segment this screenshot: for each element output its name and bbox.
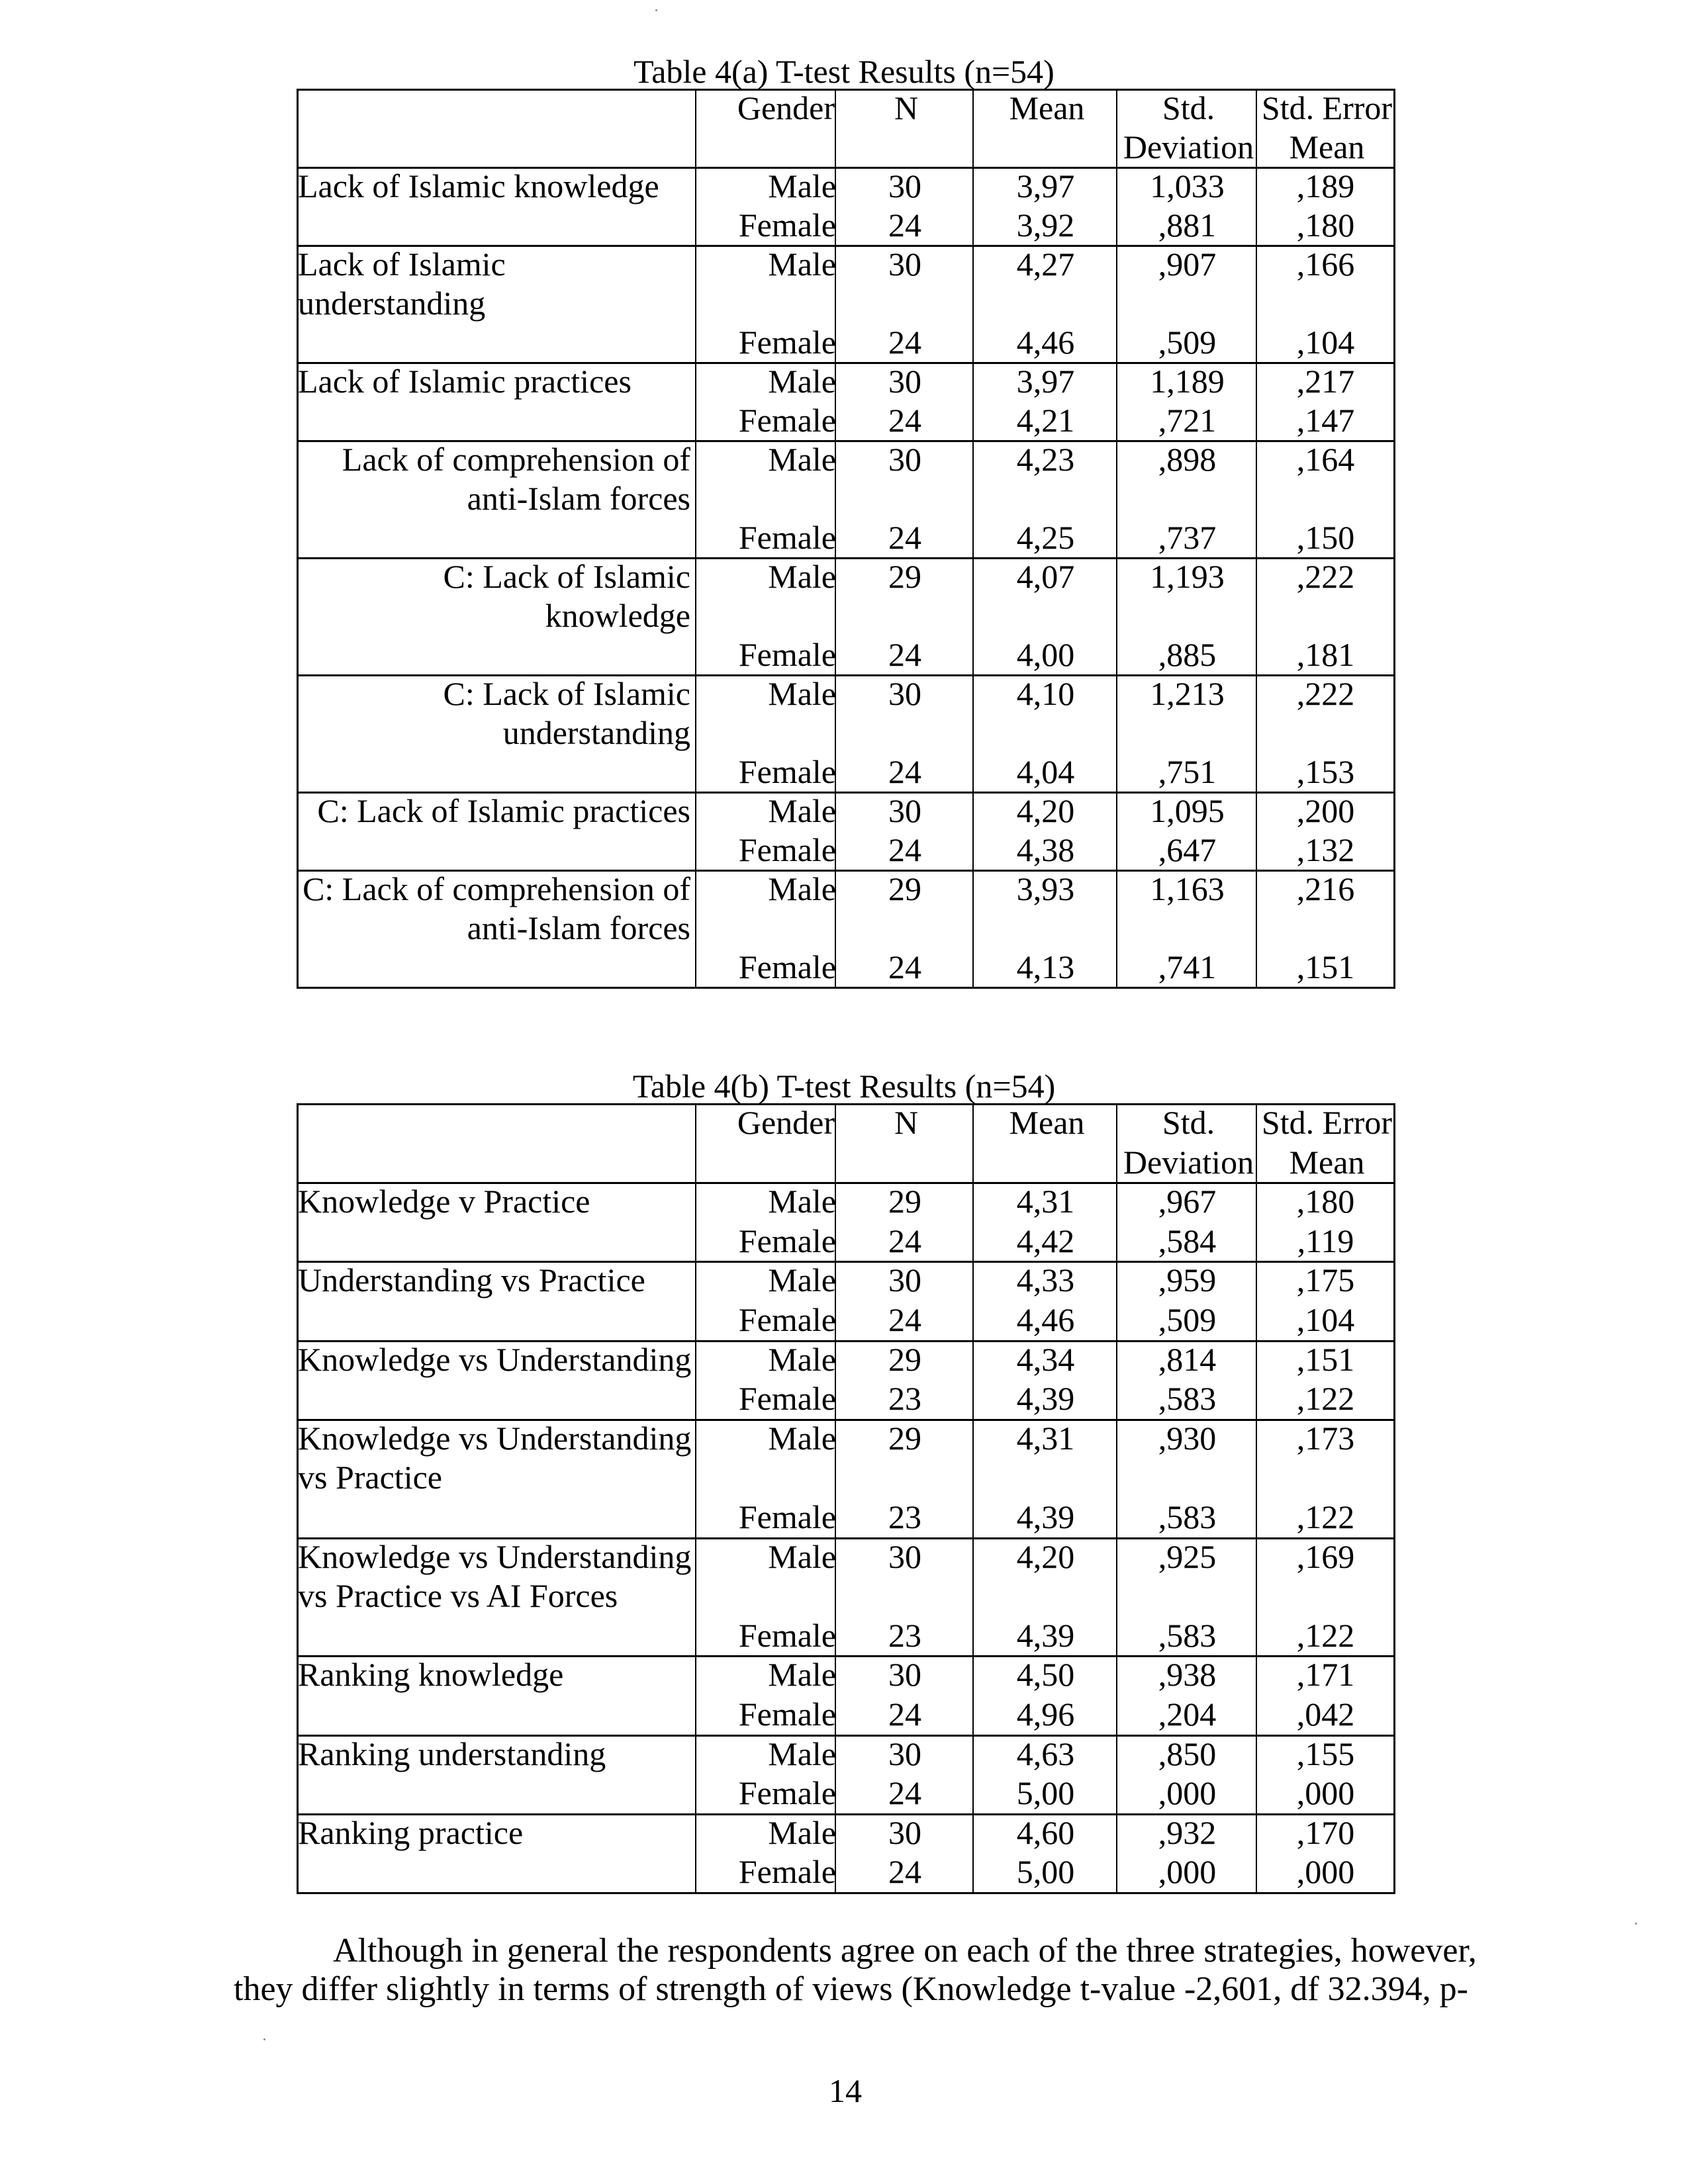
row-label: Lack of Islamic knowledge — [298, 167, 659, 205]
table-4b — [297, 1103, 1395, 1894]
paragraph-line-1: Although in general the respondents agree on each of the three strategies, however, — [333, 1932, 1477, 1970]
std-dev-cell: ,881 — [1158, 206, 1217, 244]
mean-cell: 3,97 — [1016, 167, 1075, 205]
gender-cell: Female — [738, 324, 836, 361]
mean-cell: 4,13 — [1016, 948, 1075, 985]
n-cell: 30 — [888, 441, 921, 478]
std-error-cell: ,000 — [1296, 1853, 1355, 1891]
column-divider — [1256, 91, 1257, 987]
std-dev-cell: ,509 — [1158, 324, 1217, 361]
row-label: knowledge — [545, 597, 690, 634]
std-error-cell: ,171 — [1296, 1656, 1355, 1694]
std-error-cell: ,216 — [1296, 870, 1355, 907]
gender-cell: Female — [738, 1774, 836, 1812]
std-dev-cell: 1,033 — [1150, 167, 1225, 205]
column-header: N — [894, 1104, 919, 1141]
std-error-cell: ,166 — [1296, 246, 1355, 283]
n-cell: 30 — [888, 1813, 921, 1851]
gender-cell: Female — [738, 636, 836, 673]
n-cell: 24 — [888, 1696, 921, 1733]
gender-cell: Male — [768, 792, 836, 829]
row-label: Ranking understanding — [298, 1735, 606, 1772]
mean-cell: 4,39 — [1016, 1380, 1075, 1418]
n-cell: 29 — [888, 870, 921, 907]
mean-cell: 4,33 — [1016, 1261, 1075, 1299]
mean-cell: 4,20 — [1016, 792, 1075, 829]
std-dev-cell: ,938 — [1158, 1656, 1217, 1694]
mean-cell: 4,42 — [1016, 1222, 1075, 1259]
std-dev-cell: ,850 — [1158, 1735, 1217, 1772]
std-dev-cell: ,885 — [1158, 636, 1217, 673]
std-error-cell: ,222 — [1296, 558, 1355, 595]
gender-cell: Male — [768, 1183, 836, 1220]
n-cell: 30 — [888, 792, 921, 829]
std-error-cell: ,042 — [1296, 1696, 1355, 1733]
n-cell: 24 — [888, 1301, 921, 1338]
column-header: Std. Error — [1261, 89, 1393, 126]
std-dev-cell: ,751 — [1158, 753, 1217, 790]
gender-cell: Female — [738, 402, 836, 439]
n-cell: 24 — [888, 1222, 921, 1259]
n-cell: 30 — [888, 675, 921, 712]
std-error-cell: ,122 — [1296, 1380, 1355, 1418]
mean-cell: 4,39 — [1016, 1616, 1075, 1654]
row-label: anti-Islam forces — [467, 480, 690, 517]
column-header: Std. Error — [1261, 1104, 1393, 1141]
gender-cell: Male — [768, 1735, 836, 1772]
std-error-cell: ,200 — [1296, 792, 1355, 829]
std-error-cell: ,147 — [1296, 402, 1355, 439]
row-label: vs Practice — [298, 1459, 442, 1496]
n-cell: 24 — [888, 831, 921, 868]
column-header: Mean — [1289, 128, 1365, 165]
gender-cell: Male — [768, 1261, 836, 1299]
mean-cell: 5,00 — [1016, 1774, 1075, 1812]
column-divider — [1256, 1105, 1257, 1892]
n-cell: 29 — [888, 1419, 921, 1457]
mean-cell: 4,38 — [1016, 831, 1075, 868]
gender-cell: Male — [768, 246, 836, 283]
gender-cell: Female — [738, 1696, 836, 1733]
row-label: C: Lack of Islamic practices — [317, 792, 690, 829]
mean-cell: 4,34 — [1016, 1340, 1075, 1378]
scan-speck — [263, 2038, 265, 2040]
std-error-cell: ,104 — [1296, 324, 1355, 361]
std-error-cell: ,222 — [1296, 675, 1355, 712]
std-dev-cell: ,814 — [1158, 1340, 1217, 1378]
gender-cell: Male — [768, 167, 836, 205]
n-cell: 23 — [888, 1616, 921, 1654]
gender-cell: Male — [768, 870, 836, 907]
std-dev-cell: ,737 — [1158, 519, 1217, 556]
std-error-cell: ,150 — [1296, 519, 1355, 556]
n-cell: 24 — [888, 1774, 921, 1812]
gender-cell: Male — [768, 1813, 836, 1851]
std-error-cell: ,119 — [1297, 1222, 1354, 1259]
mean-cell: 4,00 — [1016, 636, 1075, 673]
std-dev-cell: ,741 — [1158, 948, 1217, 985]
table-4a — [297, 89, 1395, 989]
std-error-cell: ,189 — [1296, 167, 1355, 205]
n-cell: 30 — [888, 246, 921, 283]
n-cell: 23 — [888, 1380, 921, 1418]
mean-cell: 4,04 — [1016, 753, 1075, 790]
column-header: Gender — [737, 89, 835, 126]
std-dev-cell: ,204 — [1158, 1696, 1217, 1733]
n-cell: 29 — [888, 1183, 921, 1220]
row-label: C: Lack of Islamic — [443, 675, 690, 712]
gender-cell: Female — [738, 753, 836, 790]
gender-cell: Male — [768, 675, 836, 712]
mean-cell: 4,46 — [1016, 324, 1075, 361]
mean-cell: 4,10 — [1016, 675, 1075, 712]
mean-cell: 4,27 — [1016, 246, 1075, 283]
n-cell: 30 — [888, 167, 921, 205]
row-label: Understanding vs Practice — [298, 1261, 645, 1299]
mean-cell: 4,39 — [1016, 1498, 1075, 1535]
row-label: Lack of Islamic practices — [298, 363, 632, 400]
gender-cell: Male — [768, 1419, 836, 1457]
mean-cell: 4,23 — [1016, 441, 1075, 478]
column-divider — [695, 91, 696, 987]
mean-cell: 3,93 — [1016, 870, 1075, 907]
n-cell: 23 — [888, 1498, 921, 1535]
std-dev-cell: ,925 — [1158, 1537, 1217, 1575]
std-dev-cell: 1,213 — [1150, 675, 1225, 712]
std-dev-cell: ,721 — [1158, 402, 1217, 439]
column-divider — [1116, 1105, 1117, 1892]
std-dev-cell: ,932 — [1158, 1813, 1217, 1851]
mean-cell: 3,97 — [1016, 363, 1075, 400]
row-label: Lack of Islamic — [298, 246, 506, 283]
std-error-cell: ,164 — [1296, 441, 1355, 478]
gender-cell: Male — [768, 441, 836, 478]
gender-cell: Female — [738, 1301, 836, 1338]
std-error-cell: ,122 — [1296, 1498, 1355, 1535]
std-dev-cell: ,509 — [1158, 1301, 1217, 1338]
row-label: Ranking knowledge — [298, 1656, 564, 1694]
std-error-cell: ,151 — [1296, 948, 1355, 985]
mean-cell: 4,21 — [1016, 402, 1075, 439]
gender-cell: Female — [738, 831, 836, 868]
mean-cell: 4,50 — [1016, 1656, 1075, 1694]
n-cell: 29 — [888, 1340, 921, 1378]
row-label: anti-Islam forces — [467, 909, 690, 946]
std-error-cell: ,153 — [1296, 753, 1355, 790]
std-dev-cell: ,930 — [1158, 1419, 1217, 1457]
page-number: 14 — [829, 2072, 862, 2109]
gender-cell: Female — [738, 519, 836, 556]
mean-cell: 4,63 — [1016, 1735, 1075, 1772]
std-dev-cell: ,583 — [1158, 1616, 1217, 1654]
gender-cell: Male — [768, 1537, 836, 1575]
std-error-cell: ,180 — [1296, 206, 1355, 244]
n-cell: 24 — [888, 753, 921, 790]
column-header: Std. — [1162, 1104, 1215, 1141]
std-error-cell: ,122 — [1296, 1616, 1355, 1654]
column-header: Std. — [1162, 89, 1215, 126]
gender-cell: Male — [768, 1656, 836, 1694]
mean-cell: 4,96 — [1016, 1696, 1075, 1733]
std-dev-cell: ,647 — [1158, 831, 1217, 868]
column-header: Mean — [1289, 1143, 1365, 1181]
gender-cell: Female — [738, 206, 836, 244]
std-dev-cell: ,000 — [1158, 1853, 1217, 1891]
std-dev-cell: 1,193 — [1150, 558, 1225, 595]
column-header: Gender — [737, 1104, 835, 1141]
row-label: understanding — [502, 714, 690, 751]
n-cell: 24 — [888, 206, 921, 244]
mean-cell: 4,20 — [1016, 1537, 1075, 1575]
n-cell: 24 — [888, 519, 921, 556]
n-cell: 30 — [888, 1735, 921, 1772]
row-label: Knowledge v Practice — [298, 1183, 590, 1220]
row-label: Ranking practice — [298, 1813, 524, 1851]
n-cell: 24 — [888, 948, 921, 985]
paragraph-line-2: they differ slightly in terms of strength of views (Knowledge t-value -2,601, df 32.394, p- — [234, 1970, 1468, 2008]
std-error-cell: ,132 — [1296, 831, 1355, 868]
std-dev-cell: ,584 — [1158, 1222, 1217, 1259]
std-dev-cell: 1,189 — [1150, 363, 1225, 400]
table-4a-title: Table 4(a) T-test Results (n=54) — [633, 53, 1055, 90]
std-error-cell: ,170 — [1296, 1813, 1355, 1851]
gender-cell: Female — [738, 1222, 836, 1259]
mean-cell: 4,60 — [1016, 1813, 1075, 1851]
row-label: Knowledge vs Understanding — [298, 1340, 692, 1378]
n-cell: 30 — [888, 1261, 921, 1299]
std-dev-cell: ,959 — [1158, 1261, 1217, 1299]
column-divider — [695, 1105, 696, 1892]
std-dev-cell: 1,163 — [1150, 870, 1225, 907]
gender-cell: Female — [738, 1853, 836, 1891]
row-label: C: Lack of Islamic — [443, 558, 690, 595]
std-error-cell: ,175 — [1296, 1261, 1355, 1299]
n-cell: 30 — [888, 363, 921, 400]
row-label: C: Lack of comprehension of — [303, 870, 690, 907]
table-4b-title: Table 4(b) T-test Results (n=54) — [632, 1068, 1056, 1105]
gender-cell: Female — [738, 1380, 836, 1418]
n-cell: 29 — [888, 558, 921, 595]
n-cell: 30 — [888, 1656, 921, 1694]
n-cell: 24 — [888, 636, 921, 673]
n-cell: 24 — [888, 324, 921, 361]
std-error-cell: ,169 — [1296, 1537, 1355, 1575]
n-cell: 24 — [888, 1853, 921, 1891]
column-divider — [972, 1105, 974, 1892]
column-divider — [972, 91, 974, 987]
mean-cell: 4,46 — [1016, 1301, 1075, 1338]
std-error-cell: ,151 — [1296, 1340, 1355, 1378]
mean-cell: 4,25 — [1016, 519, 1075, 556]
column-header: Mean — [1009, 1104, 1085, 1141]
n-cell: 24 — [888, 402, 921, 439]
scan-speck — [1635, 1923, 1637, 1925]
column-divider — [1116, 91, 1117, 987]
row-label: Knowledge vs Understanding — [298, 1537, 692, 1575]
std-dev-cell: ,967 — [1158, 1183, 1217, 1220]
gender-cell: Female — [738, 1616, 836, 1654]
row-label: understanding — [298, 285, 486, 322]
std-dev-cell: ,000 — [1158, 1774, 1217, 1812]
mean-cell: 4,31 — [1016, 1419, 1075, 1457]
std-error-cell: ,217 — [1296, 363, 1355, 400]
std-error-cell: ,000 — [1296, 1774, 1355, 1812]
mean-cell: 5,00 — [1016, 1853, 1075, 1891]
gender-cell: Female — [738, 948, 836, 985]
mean-cell: 3,92 — [1016, 206, 1075, 244]
column-header: Deviation — [1123, 1143, 1254, 1181]
std-error-cell: ,104 — [1296, 1301, 1355, 1338]
n-cell: 30 — [888, 1537, 921, 1575]
std-dev-cell: 1,095 — [1150, 792, 1225, 829]
column-header: N — [894, 89, 919, 126]
std-error-cell: ,155 — [1296, 1735, 1355, 1772]
row-label: Knowledge vs Understanding — [298, 1419, 692, 1457]
std-dev-cell: ,907 — [1158, 246, 1217, 283]
column-header: Deviation — [1123, 128, 1254, 165]
gender-cell: Male — [768, 363, 836, 400]
std-error-cell: ,180 — [1296, 1183, 1355, 1220]
scan-speck — [655, 9, 657, 11]
row-label: vs Practice vs AI Forces — [298, 1577, 618, 1615]
mean-cell: 4,07 — [1016, 558, 1075, 595]
row-label: Lack of comprehension of — [342, 441, 690, 478]
column-header: Mean — [1009, 89, 1085, 126]
gender-cell: Male — [768, 558, 836, 595]
gender-cell: Male — [768, 1340, 836, 1378]
std-error-cell: ,173 — [1296, 1419, 1355, 1457]
mean-cell: 4,31 — [1016, 1183, 1075, 1220]
std-error-cell: ,181 — [1296, 636, 1355, 673]
std-dev-cell: ,583 — [1158, 1380, 1217, 1418]
gender-cell: Female — [738, 1498, 836, 1535]
std-dev-cell: ,898 — [1158, 441, 1217, 478]
std-dev-cell: ,583 — [1158, 1498, 1217, 1535]
